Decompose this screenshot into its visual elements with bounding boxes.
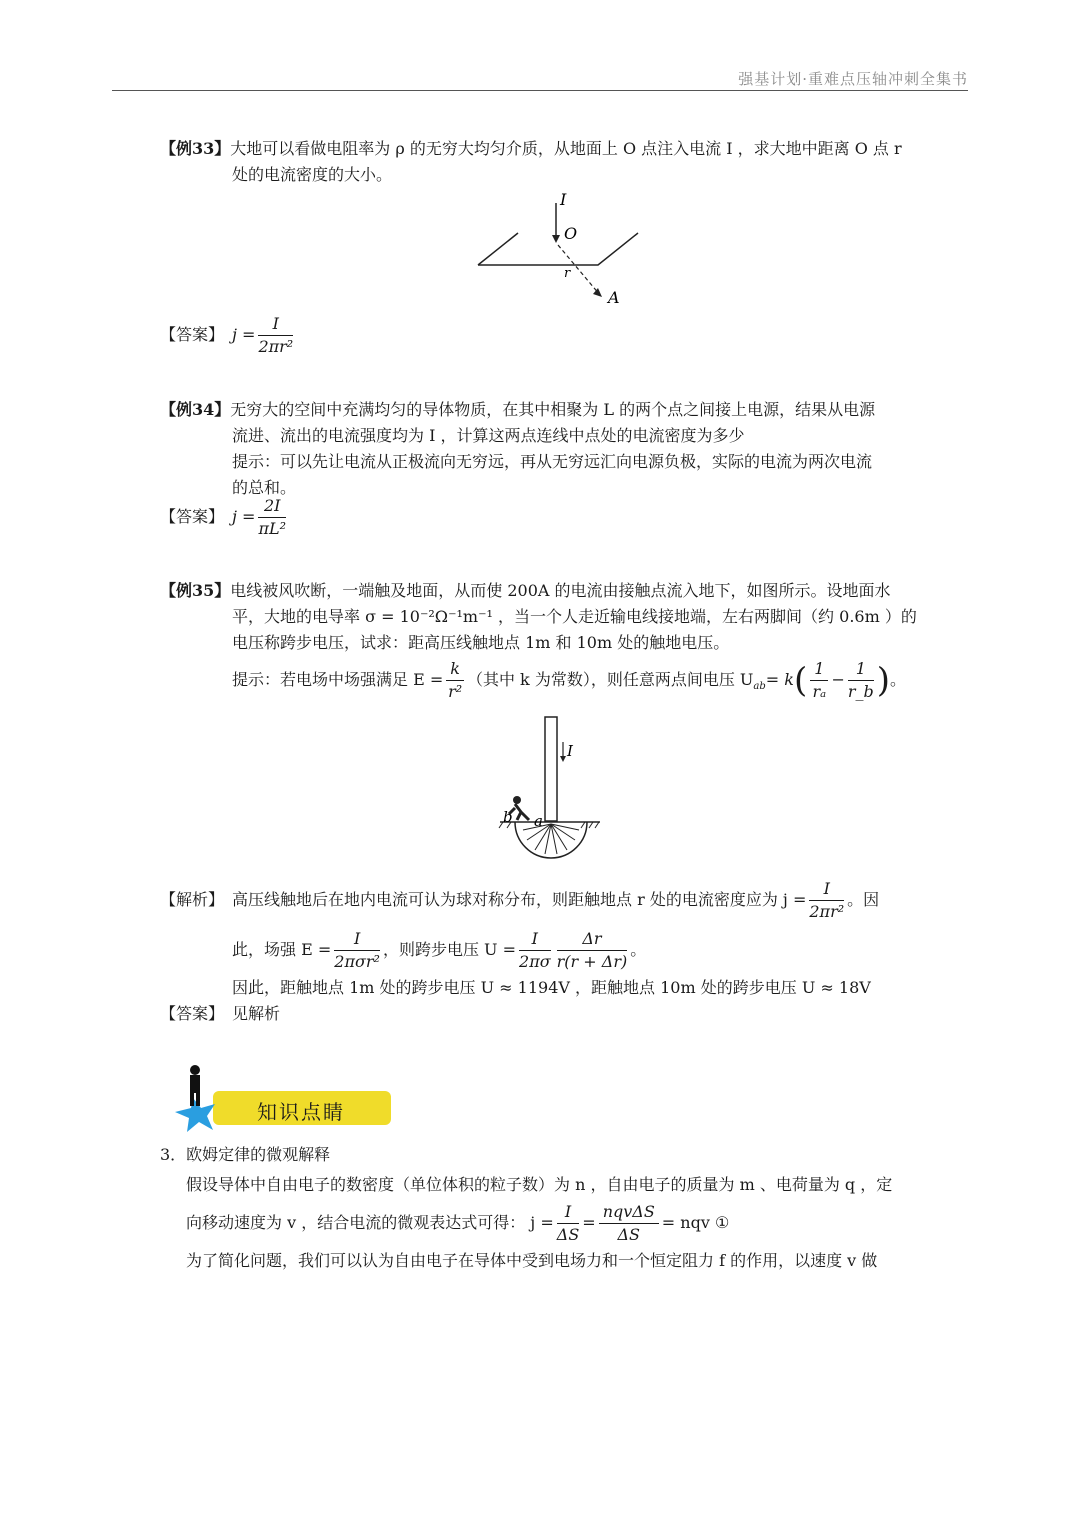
frac-num: nqvΔS	[599, 1201, 659, 1224]
example-34-line2: 流进、流出的电流强度均为 I ，计算这两点连线中点处的电流密度为多少	[232, 426, 745, 445]
frac-num: k	[446, 658, 464, 681]
frac-num: I	[258, 313, 293, 336]
frac-den: 2πσr²	[334, 952, 380, 971]
section-3-heading: 3．欧姆定律的微观解释	[160, 1145, 331, 1164]
fig35-label-a: a	[534, 812, 543, 830]
example-35-line3: 电压称跨步电压，试求：距高压线触地点 1m 和 10m 处的触地电压。	[232, 633, 730, 652]
solution-frac-2	[334, 928, 380, 973]
section-3-p3: 为了简化问题，我们可以认为自由电子在导体中受到电场力和一个恒定阻力 f 的作用，以速度 v 做	[186, 1251, 878, 1270]
hint-sub-ab: ab	[753, 681, 766, 693]
example-33-line2: 处的电流密度的大小。	[232, 165, 393, 184]
answer-lhs: j =	[232, 507, 256, 526]
frac-den: πL²	[258, 519, 287, 538]
answer-tag: 【答案】	[160, 325, 225, 344]
answer-tag: 【答案】	[160, 1004, 225, 1023]
example-34-line3: 提示：可以先让电流从正极流向无穷远，再从无穷远汇向电源负极，实际的电流为两次电流	[232, 452, 873, 471]
example-34-tag: 【例34】	[160, 400, 231, 419]
example-33-answer	[160, 313, 960, 358]
hint-text-b: （其中 k 为常数），则任意两点间电压 U	[466, 670, 754, 689]
frac-den: 2πr²	[809, 902, 845, 921]
frac-num: 1	[848, 658, 874, 681]
frac-den: ΔS	[556, 1225, 580, 1244]
frac-num: 1	[810, 658, 828, 681]
solution-tag: 【解析】	[160, 890, 225, 909]
example-35-line2: 平，大地的电导率 σ = 10⁻²Ω⁻¹m⁻¹ ，当一个人走近输电线接地端，左右两脚间（约 0.6m ）的	[232, 607, 917, 626]
example-34-line4: 的总和。	[232, 478, 297, 497]
solution-line3: 因此，距触地点 1m 处的跨步电压 U ≈ 1194V ，距触地点 10m 处的跨步电压 U ≈ 18V	[232, 978, 871, 997]
solution-line2-b: ，则跨步电压 U =	[382, 940, 517, 959]
answer-fraction	[258, 313, 293, 358]
hint-end: 。	[890, 670, 907, 689]
solution-frac-1	[809, 878, 844, 923]
paren-left: (	[793, 660, 808, 701]
example-34-answer	[160, 495, 960, 540]
frac-den: r(r + Δr)	[556, 952, 628, 971]
example-34-line1: 无穷大的空间中充满均匀的导体物质，在其中相聚为 L 的两个点之间接上电源，结果从电源	[230, 400, 876, 419]
answer-tag: 【答案】	[160, 507, 225, 526]
answer-lhs: j =	[232, 325, 256, 344]
frac-den: r_b	[847, 682, 874, 701]
p2-end: = nqv ①	[661, 1213, 730, 1232]
hint-frac-rb	[848, 658, 874, 703]
answer-fraction	[258, 495, 286, 540]
example-35-tag: 【例35】	[160, 581, 231, 600]
section-3	[160, 1142, 960, 1274]
frac-num: 2I	[258, 495, 286, 518]
example-35-line1: 电线被风吹断，一端触及地面，从而使 200A 的电流由接触点流入地下，如图所示。设地面水	[230, 581, 891, 600]
solution-frac-4	[557, 928, 628, 973]
solution-line1: 高压线触地后在地内电流可认为球对称分布，则距触地点 r 处的电流密度应为 j =	[232, 890, 807, 909]
fig33-label-r: r	[564, 266, 571, 281]
solution-line1-end: 。因	[847, 890, 880, 909]
p2-eq: =	[582, 1213, 596, 1232]
frac-num: Δr	[557, 928, 628, 951]
example-34	[160, 397, 960, 501]
p2-text: 向移动速度为 v ，结合电流的微观表达式可得： j =	[186, 1213, 554, 1232]
solution-line2-a: 此，场强 E =	[232, 940, 332, 959]
hint-text: 提示：若电场中场强满足 E =	[232, 670, 444, 689]
example-35-hint	[232, 655, 952, 712]
example-33	[160, 136, 960, 188]
hint-minus: −	[831, 670, 845, 689]
frac-den: rₐ	[812, 682, 827, 701]
example-33-tag: 【例33】	[160, 139, 231, 158]
header-divider	[112, 90, 968, 91]
fig33-label-i: I	[560, 190, 567, 209]
hint-text-c: = k	[765, 670, 794, 689]
frac-num: I	[809, 878, 844, 901]
fig33-label-a: A	[608, 288, 620, 307]
hint-frac-ra	[810, 658, 828, 703]
section-3-p1: 假设导体中自由电子的数密度（单位体积的粒子数）为 n ，自由电子的质量为 m 、电荷量为 q ，定	[186, 1175, 893, 1194]
frac-num: I	[519, 928, 551, 951]
frac-den: ΔS	[617, 1225, 640, 1244]
example-35	[160, 578, 960, 656]
example-33-figure	[470, 185, 650, 310]
header-title: 强基计划·重难点压轴冲刺全集书	[738, 70, 968, 88]
frac-num: I	[334, 928, 380, 951]
solution-frac-3	[519, 928, 551, 973]
frac-den: 2πr²	[258, 337, 294, 356]
example-35-solution-tail	[160, 975, 960, 1027]
example-35-figure	[495, 712, 615, 867]
frac-den: 2πσ	[519, 952, 551, 971]
frac-num: I	[557, 1201, 580, 1224]
hint-frac-kr	[446, 658, 464, 703]
fig35-label-i: I	[567, 742, 573, 760]
p2-frac-1	[557, 1201, 580, 1246]
p2-frac-2	[599, 1201, 659, 1246]
frac-den: r²	[448, 682, 463, 701]
fig35-label-b: b	[503, 808, 513, 826]
example-35-solution	[160, 875, 960, 975]
banner-title: 知识点睛	[257, 1100, 345, 1124]
fig33-label-o: O	[564, 224, 578, 243]
section-3-p2	[160, 1198, 960, 1248]
section-banner	[165, 1058, 395, 1133]
solution-line2-end: 。	[630, 940, 647, 959]
example-33-line1: 大地可以看做电阻率为 ρ 的无穷大均匀介质，从地面上 O 点注入电流 I ，求大地中距离 O 点 r	[230, 139, 902, 158]
answer-text: 见解析	[232, 1004, 281, 1023]
paren-right: )	[876, 660, 890, 701]
